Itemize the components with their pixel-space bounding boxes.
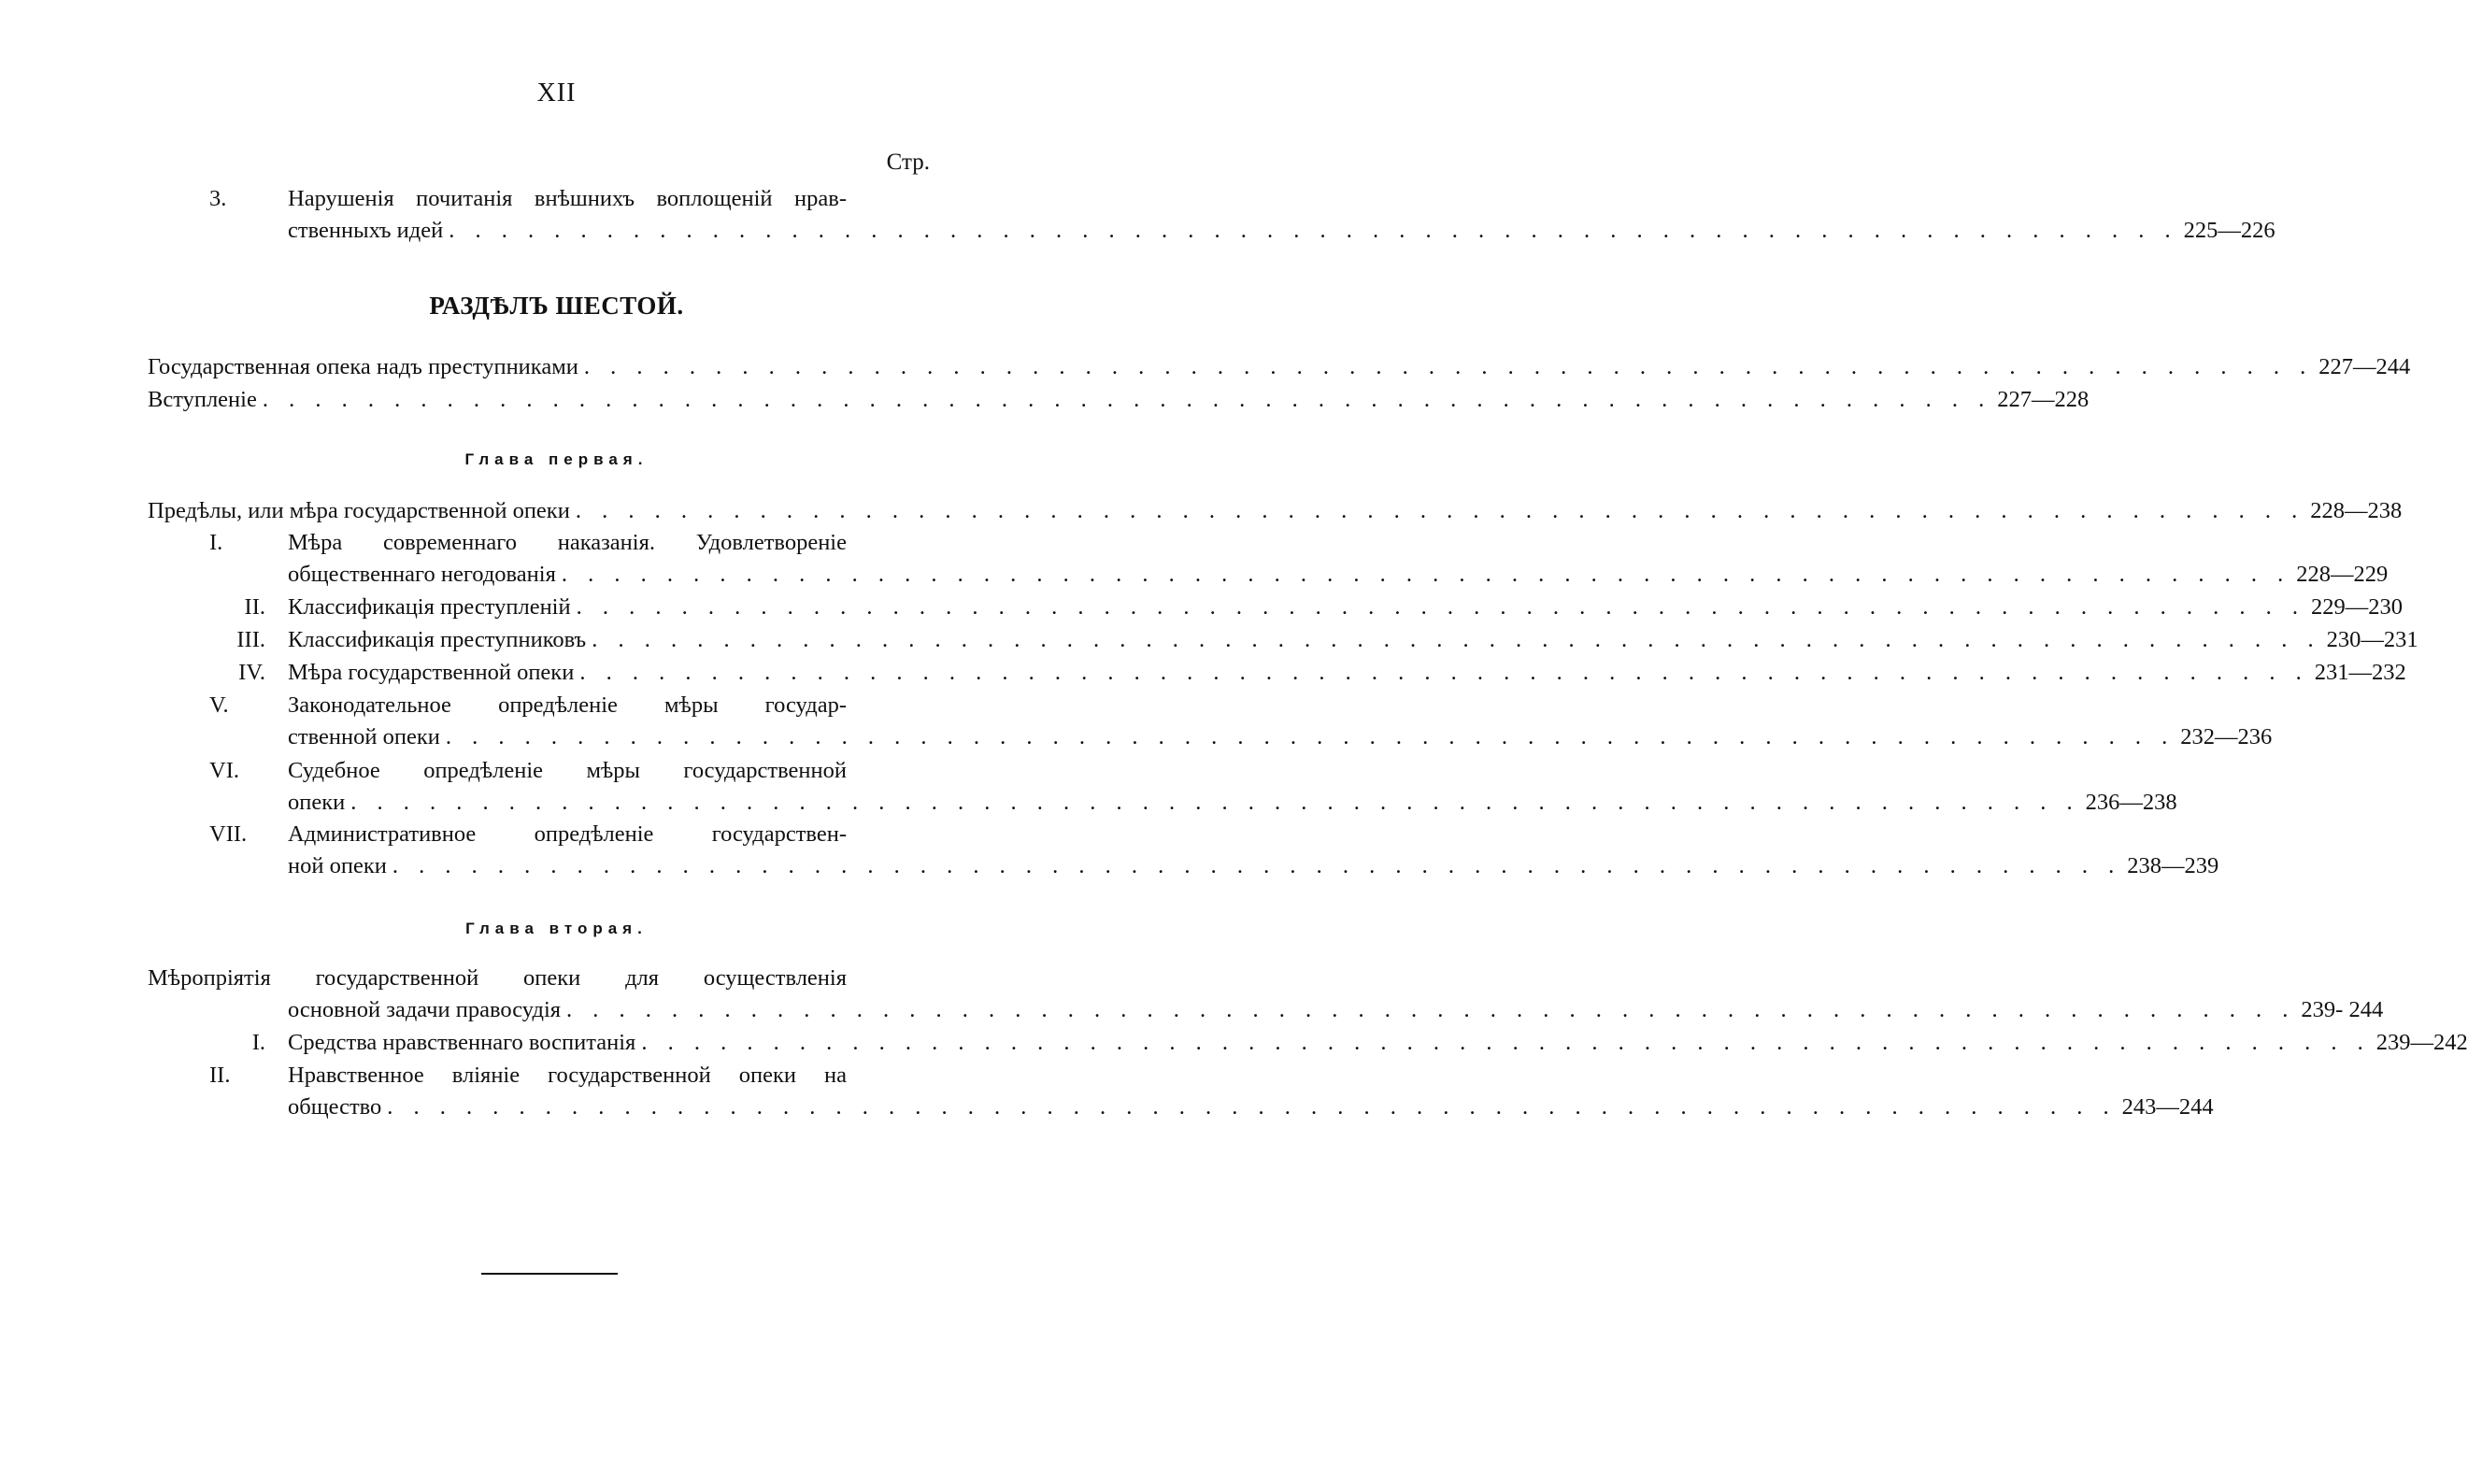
entry-title: Законодательное опредѣленіе мѣры государ- — [288, 692, 847, 718]
entry-title: Средства нравственнаго воспитанія — [288, 1030, 636, 1055]
dot-leader: . . . . . . . . . . . . . . . . . . . . . . . . . . . . . . . . . . . . . . . . . . . . . . . . . . . . . . . . . . . . . . . . . . — [387, 1094, 2117, 1120]
entry-pages: 228—238 — [2310, 498, 2403, 523]
toc-entry-line — [288, 1092, 2214, 1123]
dot-leader: . . . . . . . . . . . . . . . . . . . . . . . . . . . . . . . . . . . . . . . . . . . . . . . . . . . . . . . . . . . . . . . . . . — [350, 790, 2080, 815]
chapter-heading: Глава первая. — [464, 450, 649, 468]
toc-entry-line — [209, 183, 847, 215]
page-number: XII — [536, 78, 577, 107]
section-heading: РАЗДѢЛЪ ШЕСТОЙ. — [429, 292, 684, 320]
entry-title: Мѣра государственной опеки — [288, 660, 575, 685]
entry-pages: 239- 244 — [2301, 997, 2384, 1022]
entry-title: Классификація преступленій — [288, 594, 571, 620]
entry-title: Нарушенія почитанія внѣшнихъ воплощеній нрав- — [288, 186, 847, 211]
entry-pages: 230—231 — [2326, 627, 2418, 652]
toc-entry-line — [148, 963, 847, 994]
end-rule — [481, 1273, 618, 1275]
entry-pages: 227—244 — [2318, 354, 2411, 379]
toc-entry-line — [251, 1027, 2468, 1059]
dot-leader: . . . . . . . . . . . . . . . . . . . . . . . . . . . . . . . . . . . . . . . . . . . . . . . . . . . . . . . . . . . . . . . . . . — [561, 562, 2291, 587]
dot-leader: . . . . . . . . . . . . . . . . . . . . . . . . . . . . . . . . . . . . . . . . . . . . . . . . . . . . . . . . . . . . . . . . . . — [449, 218, 2178, 243]
toc-entry-line — [148, 384, 2090, 416]
toc-entry-line — [209, 1060, 847, 1092]
chapter-heading: Глава вторая. — [465, 920, 648, 937]
entry-pages: 231—232 — [2314, 660, 2406, 685]
entry-title: основной задачи правосудія — [288, 997, 562, 1022]
entry-pages: 228—229 — [2296, 562, 2389, 587]
entry-title: Предѣлы, или мѣра государственной опеки — [148, 498, 570, 523]
entry-pages: 239—242 — [2375, 1030, 2468, 1055]
dot-leader: . . . . . . . . . . . . . . . . . . . . . . . . . . . . . . . . . . . . . . . . . . . . . . . . . . . . . . . . . . . . . . . . . . — [592, 627, 2321, 652]
entry-number: I. — [251, 1030, 265, 1055]
entry-title: Административное опредѣленіе государствен- — [288, 821, 847, 847]
toc-entry-line — [209, 527, 847, 559]
toc-entry-line — [288, 721, 2273, 753]
entry-title: общественнаго негодованія — [288, 562, 556, 587]
entry-number: VI. — [209, 758, 239, 783]
entry-pages: 236—238 — [2085, 790, 2177, 815]
entry-pages: 238—239 — [2127, 853, 2219, 878]
entry-pages: 232—236 — [2180, 724, 2273, 749]
toc-entry-line — [244, 592, 2403, 623]
entry-number: II. — [244, 594, 265, 620]
dot-leader: . . . . . . . . . . . . . . . . . . . . . . . . . . . . . . . . . . . . . . . . . . . . . . . . . . . . . . . . . . . . . . . . . . — [566, 997, 2296, 1022]
toc-entry-line — [238, 657, 2406, 689]
toc-entry-line — [288, 559, 2389, 591]
toc-entry-line — [288, 787, 2177, 819]
entry-title: Судебное опредѣленіе мѣры государственной — [288, 758, 847, 783]
entry-title: ственныхъ идей — [288, 218, 444, 243]
entry-number: III. — [236, 627, 265, 652]
toc-entry-line — [209, 819, 847, 850]
toc-entry-line — [288, 994, 2384, 1026]
entry-pages: 227—228 — [1997, 387, 2090, 412]
entry-number: I. — [209, 530, 223, 555]
entry-title: общество — [288, 1094, 382, 1120]
entry-title: Нравственное вліяніе государственной опеки на — [288, 1063, 847, 1088]
entry-number: II. — [209, 1063, 231, 1088]
dot-leader: . . . . . . . . . . . . . . . . . . . . . . . . . . . . . . . . . . . . . . . . . . . . . . . . . . . . . . . . . . . . . . . . . . — [576, 594, 2305, 620]
dot-leader: . . . . . . . . . . . . . . . . . . . . . . . . . . . . . . . . . . . . . . . . . . . . . . . . . . . . . . . . . . . . . . . . . . — [641, 1030, 2371, 1055]
entry-title: Мѣра современнаго наказанія. Удовлетвореніе — [288, 530, 847, 555]
entry-title: Государственная опека надъ преступниками — [148, 354, 578, 379]
toc-entry-line — [148, 351, 2411, 383]
entry-number: VII. — [209, 821, 248, 847]
dot-leader: . . . . . . . . . . . . . . . . . . . . . . . . . . . . . . . . . . . . . . . . . . . . . . . . . . . . . . . . . . . . . . . . . . — [579, 660, 2309, 685]
toc-entry-line — [148, 495, 2403, 527]
entry-title: ственной опеки — [288, 724, 440, 749]
entry-title: опеки — [288, 790, 346, 815]
entry-title: Вступленіе — [148, 387, 257, 412]
toc-entry-line — [288, 215, 2275, 247]
entry-title: Мѣропріятія государственной опеки для осуществленія — [148, 965, 847, 991]
dot-leader: . . . . . . . . . . . . . . . . . . . . . . . . . . . . . . . . . . . . . . . . . . . . . . . . . . . . . . . . . . . . . . . . . . — [445, 724, 2176, 749]
toc-entry-line — [209, 755, 847, 787]
entry-number: IV. — [238, 660, 265, 685]
entry-number: 3. — [209, 186, 227, 211]
dot-leader: . . . . . . . . . . . . . . . . . . . . . . . . . . . . . . . . . . . . . . . . . . . . . . . . . . . . . . . . . . . . . . . . . . — [583, 354, 2314, 379]
entry-title: ной опеки — [288, 853, 387, 878]
toc-entry-line — [236, 624, 2418, 656]
dot-leader: . . . . . . . . . . . . . . . . . . . . . . . . . . . . . . . . . . . . . . . . . . . . . . . . . . . . . . . . . . . . . . . . . . — [392, 853, 2122, 878]
entry-pages: 225—226 — [2183, 218, 2275, 243]
dot-leader: . . . . . . . . . . . . . . . . . . . . . . . . . . . . . . . . . . . . . . . . . . . . . . . . . . . . . . . . . . . . . . . . . . — [575, 498, 2305, 523]
toc-entry-line — [209, 690, 847, 721]
dot-leader: . . . . . . . . . . . . . . . . . . . . . . . . . . . . . . . . . . . . . . . . . . . . . . . . . . . . . . . . . . . . . . . . . . — [262, 387, 1992, 412]
entry-number: V. — [209, 692, 229, 718]
toc-entry-line — [288, 850, 2219, 882]
pages-column-label: Стр. — [886, 150, 930, 175]
entry-pages: 229—230 — [2310, 594, 2403, 620]
entry-pages: 243—244 — [2121, 1094, 2214, 1120]
entry-title: Классификація преступниковъ — [288, 627, 587, 652]
